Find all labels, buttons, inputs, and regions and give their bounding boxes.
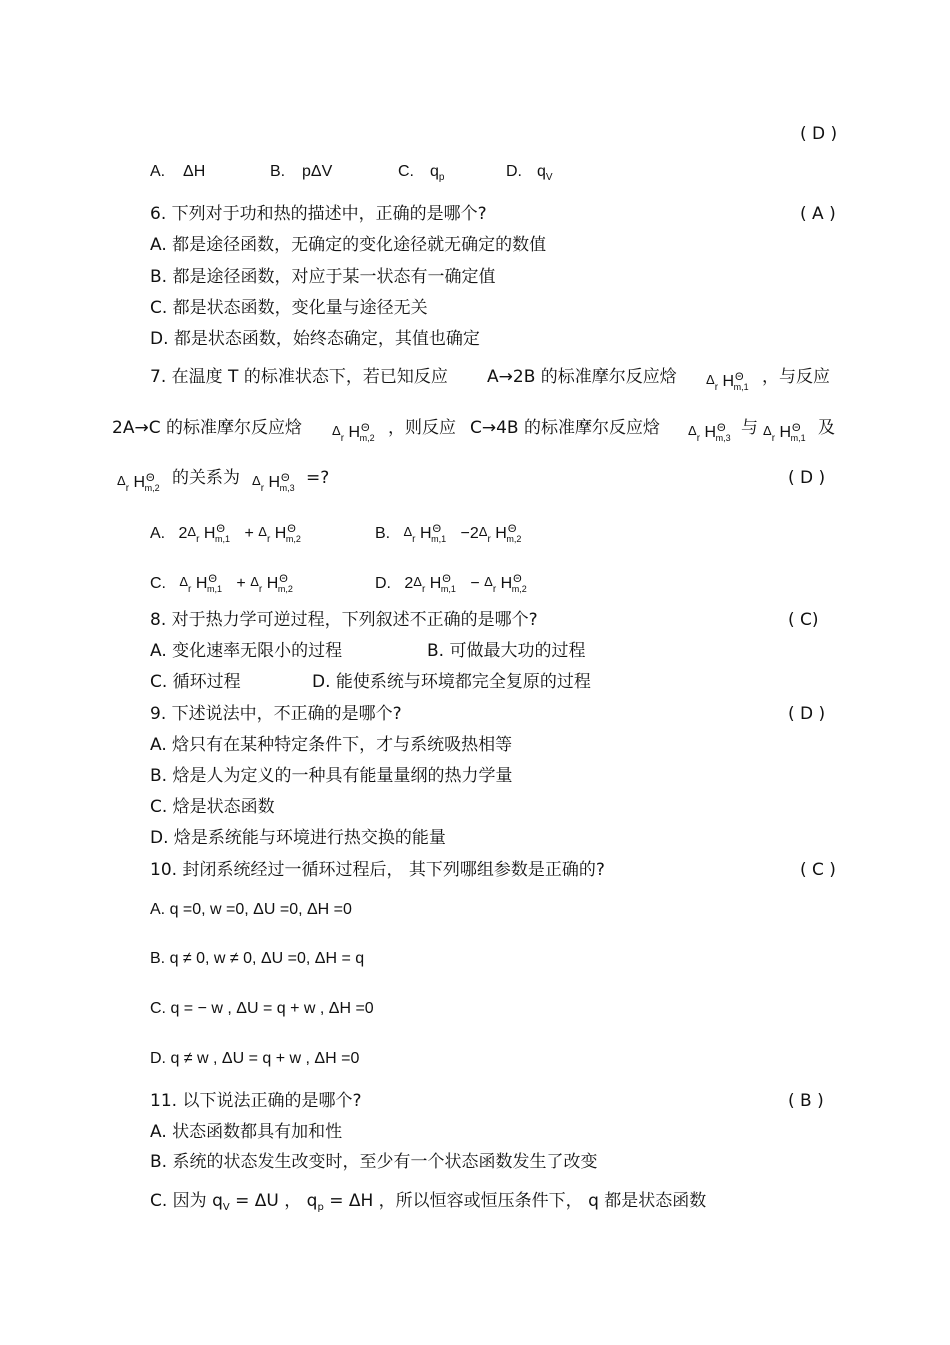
q7-line2-a: 2A→C 的标准摩尔反应焓 <box>112 418 302 438</box>
option-b-label: B. <box>270 163 286 180</box>
q10-option-a: A. q =0, w =0, ΔU =0, ΔH =0 <box>150 901 352 918</box>
q7-option-d: D. $2\Delta_r$ $H\Theta_{m,1} - \Delta_r$ $H\Theta_{m,2}$ <box>375 573 527 595</box>
q7-line3-b: =? <box>306 468 330 488</box>
q8-option-b: B. 可做最大功的过程 <box>427 641 586 661</box>
q6-option-d: D. 都是状态函数，始终态确定，其值也确定 <box>150 329 480 349</box>
q7-line1-b: A→2B 的标准摩尔反应焓 <box>487 367 677 387</box>
q7-line2-b: ，则反应 <box>388 418 456 438</box>
q7-line2-d: 与 <box>741 418 758 438</box>
q6-option-c: C. 都是状态函数，变化量与途径无关 <box>150 298 428 318</box>
q11-option-a: A. 状态函数都具有加和性 <box>150 1122 343 1142</box>
option-b-expr: pΔV <box>302 163 333 180</box>
q9-option-b: B. 焓是人为定义的一种具有能量量纲的热力学量 <box>150 766 513 786</box>
q10-option-b: B. q ≠ 0, w ≠ 0, ΔU =0, ΔH = q <box>150 950 365 967</box>
q7-enthalpy-m1b: $\Delta_r$ $H\Theta_{m,1}$ <box>763 422 806 444</box>
q7-line1-a: 7. 在温度 T 的标准状态下，若已知反应 <box>150 367 448 387</box>
q7-option-c: C. $\Delta_r$ $H\Theta_{m,1} + \Delta_r$ $H\Theta_{m,2}$ <box>150 573 293 595</box>
answer-prev: ( D ) <box>800 124 838 144</box>
q7-enthalpy-m3: $\Delta_r$ $H\Theta_{m,3}$ <box>688 422 731 444</box>
q11-option-b: B. 系统的状态发生改变时，至少有一个状态函数发生了改变 <box>150 1152 598 1172</box>
q9-option-c: C. 焓是状态函数 <box>150 797 275 817</box>
q8-stem: 8. 对于热力学可逆过程，下列叙述不正确的是哪个? <box>150 610 538 630</box>
option-a-expr: ΔH <box>183 163 206 180</box>
q7-answer: ( D ) <box>788 468 826 488</box>
option-d-label: D. <box>506 163 522 180</box>
q11-option-c: C. 因为 $q_V = \Delta U$ ， $q_p = \Delta H$ ，所以恒容或恒压条件下， q 都是状态函数 <box>150 1191 707 1213</box>
q7-line3-a: 的关系为 <box>172 468 240 488</box>
q11-answer: ( B ) <box>788 1091 824 1111</box>
option-c-label: C. <box>398 163 414 180</box>
q7-line2-e: 及 <box>818 418 835 438</box>
q9-option-a: A. 焓只有在某种特定条件下，才与系统吸热相等 <box>150 735 513 755</box>
q8-option-a: A. 变化速率无限小的过程 <box>150 641 343 661</box>
q6-option-b: B. 都是途径函数，对应于某一状态有一确定值 <box>150 267 496 287</box>
q8-option-c: C. 循环过程 <box>150 672 241 692</box>
q6-stem: 6. 下列对于功和热的描述中，正确的是哪个? <box>150 204 487 224</box>
q6-option-a: A. 都是途径函数，无确定的变化途径就无确定的数值 <box>150 235 547 255</box>
q7-line1-c: ，与反应 <box>762 367 830 387</box>
q7-option-b: B. $\Delta_r$ $H\Theta_{m,1} -2\Delta_r$ $H\Theta_{m,2}$ <box>375 523 522 545</box>
q7-enthalpy-m2b: $\Delta_r$ $H\Theta_{m,2}$ <box>117 472 160 494</box>
q8-answer: ( C) <box>788 610 819 630</box>
option-c-expr: $q_p$ <box>430 163 445 183</box>
q7-enthalpy-m2: $\Delta_r$ $H\Theta_{m,2}$ <box>332 422 375 444</box>
option-d-expr: $q_V$ <box>537 163 553 183</box>
q7-enthalpy-m1: $\Delta_r$ $H\Theta_{m,1}$ <box>706 371 749 393</box>
q7-line2-c: C→4B 的标准摩尔反应焓 <box>470 418 660 438</box>
q9-option-d: D. 焓是系统能与环境进行热交换的能量 <box>150 828 446 848</box>
q7-enthalpy-m3b: $\Delta_r$ $H\Theta_{m,3}$ <box>252 472 295 494</box>
q10-option-c: C. q = − w , ΔU = q + w , ΔH =0 <box>150 1000 374 1017</box>
q7-option-a: A. $2\Delta_r$ $H\Theta_{m,1} + \Delta_r$ $H\Theta_{m,2}$ <box>150 523 301 545</box>
q9-stem: 9. 下述说法中，不正确的是哪个? <box>150 704 402 724</box>
q10-stem: 10. 封闭系统经过一循环过程后， 其下列哪组参数是正确的? <box>150 860 605 880</box>
q10-option-d: D. q ≠ w , ΔU = q + w , ΔH =0 <box>150 1050 360 1067</box>
q10-answer: ( C ) <box>800 860 836 880</box>
option-a-label: A. <box>150 163 166 180</box>
q9-answer: ( D ) <box>788 704 826 724</box>
q8-option-d: D. 能使系统与环境都完全复原的过程 <box>312 672 591 692</box>
q6-answer: ( A ) <box>800 204 836 224</box>
q11-stem: 11. 以下说法正确的是哪个? <box>150 1091 362 1111</box>
